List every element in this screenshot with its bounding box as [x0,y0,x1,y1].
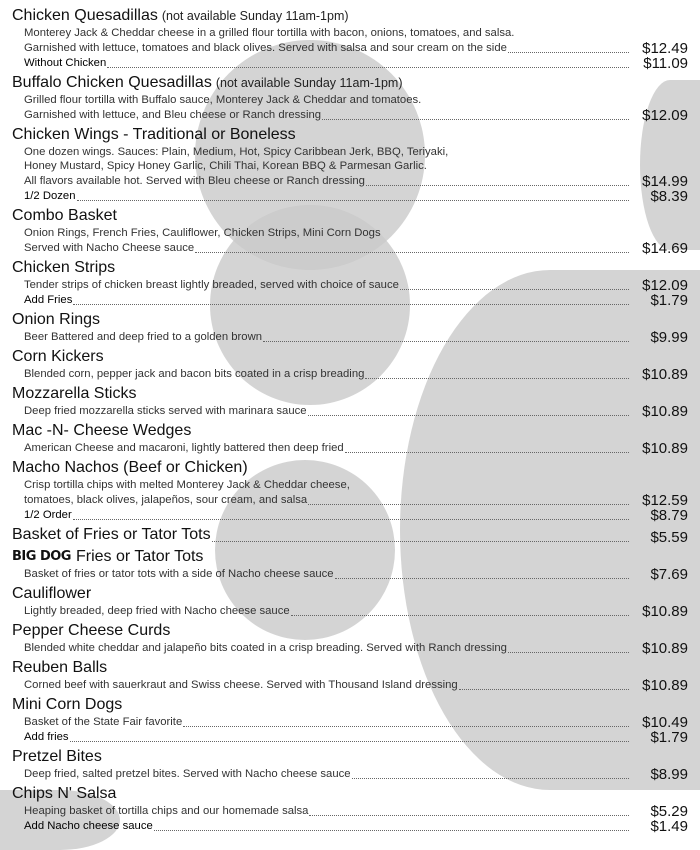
item-price: $14.99 [642,173,688,191]
item-title: Onion Rings [12,310,101,328]
item-description [12,604,688,619]
dot-leader [308,503,629,505]
menu-item [12,458,688,523]
item-option [12,56,688,71]
menu-item [12,310,688,345]
item-title: Chicken Quesadillas [12,7,158,24]
item-title: Reuben Balls [12,658,108,676]
item-option [12,508,688,523]
menu-item [12,784,688,834]
item-description [12,641,688,656]
item-option [12,819,688,834]
item-description [12,108,688,123]
item-price: $1.79 [650,728,688,746]
item-title: Mac -N- Cheese Wedges [12,421,192,439]
dot-leader [70,740,629,742]
option-label: 1/2 Dozen [24,190,76,203]
description-text: Onion Rings, French Fries, Cauliflower, Chicken Strips, Mini Corn Dogs [24,227,381,240]
item-price: $5.59 [650,528,688,546]
dot-leader [212,540,629,542]
dot-leader [195,251,629,253]
dot-leader [291,614,629,616]
item-price: $10.89 [642,365,688,383]
description-text: One dozen wings. Sauces: Plain, Medium, Hot, Spicy Caribbean Jerk, BBQ, Teriyaki, [24,145,449,158]
menu-item [12,525,688,545]
dot-leader [308,414,629,416]
description-text: Crisp tortilla chips with melted Monterey Jack & Cheddar cheese, [24,478,350,491]
menu-item [12,621,688,656]
item-title-row [12,458,688,478]
item-price: $12.09 [642,276,688,294]
item-description [12,804,688,819]
description-text: Basket of the State Fair favorite [24,715,183,728]
item-description [12,226,688,241]
dot-leader [77,199,630,201]
item-description [12,404,688,419]
item-title-row [12,384,688,404]
dot-leader [345,451,629,453]
description-text: Garnished with lettuce, tomatoes and black olives. Served with salsa and sour cream on the side [24,42,507,54]
item-title-row [12,206,688,226]
menu-item [12,384,688,419]
item-price: $10.89 [642,402,688,420]
item-description [12,441,688,456]
item-title-row [12,747,688,767]
item-price: $10.89 [642,602,688,620]
item-title: Basket of Fries or Tator Tots [12,525,211,543]
description-text: Lightly breaded, deep fried with Nacho cheese sauce [24,604,290,617]
item-title-row [12,310,688,330]
item-description [12,145,688,160]
item-title: Chicken Strips [12,258,116,276]
item-title-row [12,621,688,641]
dot-leader [508,651,629,653]
item-description [12,567,688,582]
option-label: Without Chicken [24,57,107,69]
item-description [12,715,688,730]
item-title: Macho Nachos (Beef or Chicken) [12,458,248,476]
description-text: Deep fried, salted pretzel bites. Served with Nacho cheese sauce [24,767,351,780]
description-text: Garnished with lettuce, and Bleu cheese or Ranch dressing [24,108,322,121]
menu-item [12,206,688,256]
item-description [12,330,688,345]
menu-item [12,747,688,782]
menu-item [12,125,688,205]
dot-leader [352,777,629,779]
item-title-row [12,658,688,678]
description-text: Corned beef with sauerkraut and Swiss cheese. Served with Thousand Island dressing [24,678,458,691]
item-title: Pretzel Bites [12,747,102,765]
description-text: tomatoes, black olives, jalapeños, sour cream, and salsa [24,493,308,506]
item-price: $1.79 [650,291,688,309]
item-price: $7.69 [650,565,688,583]
option-label: Add fries [24,730,69,743]
description-text: Beer Battered and deep fried to a golden brown [24,331,263,344]
description-text: Honey Mustard, Spicy Honey Garlic, Chili Thai, Korean BBQ & Parmesan Garlic. [24,160,427,173]
item-title: Chicken Wings - Traditional or Boneless [12,125,296,143]
menu-item [12,695,688,745]
description-text: Heaping basket of tortilla chips and our homemade salsa [24,804,309,817]
item-price: $9.99 [650,328,688,346]
item-price: $8.39 [650,188,688,206]
item-price: $11.09 [643,54,688,72]
dot-leader [309,814,629,816]
option-label: Add Nacho cheese sauce [24,819,153,832]
item-price: $10.89 [642,439,688,457]
item-title: Cauliflower [12,584,92,602]
item-price: $12.59 [642,491,688,509]
item-price: $10.89 [642,676,688,694]
item-title: Fries or Tator Tots [75,547,204,565]
brand-logo: BIG DOG [12,548,71,564]
description-text: Grilled flour tortilla with Buffalo sauce, Monterey Jack & Cheddar and tomatoes. [24,93,422,106]
item-description [12,278,688,293]
item-title: Chips N' Salsa [12,784,117,802]
dot-leader [73,303,629,305]
menu-item [12,421,688,456]
item-description [12,493,688,508]
item-title-row [12,525,688,545]
item-price: $1.49 [650,817,688,835]
menu-item [12,6,688,71]
item-title-row [12,695,688,715]
description-text: Blended white cheddar and jalapeño bits coated in a crisp breading. Served with Ranch dressing [24,641,507,654]
item-title: Buffalo Chicken Quesadillas [12,73,212,91]
dot-leader [459,688,629,690]
item-title-row [12,784,688,804]
option-label: 1/2 Order [24,508,72,521]
item-price: $12.49 [642,39,688,57]
item-price: $8.79 [650,506,688,524]
item-title: Corn Kickers [12,347,104,365]
item-option [12,293,688,308]
dot-leader [183,725,629,727]
item-description [12,93,688,108]
menu-item [12,584,688,619]
dot-leader [263,340,629,342]
item-title-row [12,584,688,604]
item-description [12,41,688,56]
item-price: $14.69 [642,239,688,257]
option-label: Add Fries [24,294,73,307]
item-description [12,159,688,174]
description-text: Monterey Jack & Cheddar cheese in a grilled flour tortilla with bacon, onions, tomatoes, and salsa. [24,27,515,39]
dot-leader [107,66,629,68]
description-text: Tender strips of chicken breast lightly breaded, served with choice of sauce [24,279,399,292]
item-title-row [12,73,688,93]
availability-note: (not available Sunday 11am-1pm) [215,75,403,90]
item-title: Pepper Cheese Curds [12,621,171,639]
item-price: $12.09 [642,106,688,124]
dot-leader [154,829,629,831]
item-title-row [12,547,688,567]
menu-item [12,258,688,308]
dot-leader [366,184,629,186]
item-title-row [12,6,688,26]
dot-leader [508,51,629,53]
item-description [12,174,688,189]
item-title: Mini Corn Dogs [12,695,123,713]
item-description [12,367,688,382]
menu-item [12,547,688,582]
description-text: Deep fried mozzarella sticks served with marinara sauce [24,405,307,418]
dot-leader [335,577,629,579]
dot-leader [73,518,629,520]
menu-item [12,658,688,693]
item-description [12,241,688,256]
item-price: $5.29 [650,802,688,820]
item-title-row [12,347,688,367]
item-option [12,730,688,745]
item-title-row [12,125,688,145]
item-description [12,678,688,693]
dot-leader [365,377,629,379]
item-description [12,26,688,41]
description-text: American Cheese and macaroni, lightly battered then deep fried [24,442,344,455]
item-price: $10.89 [642,639,688,657]
item-description [12,478,688,493]
description-text: Blended corn, pepper jack and bacon bits coated in a crisp breading [24,368,365,381]
item-title: Combo Basket [12,207,117,225]
item-title: Mozzarella Sticks [12,384,137,402]
menu-item [12,347,688,382]
dot-leader [322,118,629,120]
menu-item [12,73,688,123]
dot-leader [400,288,629,290]
item-price: $8.99 [650,765,688,783]
item-title-row [12,258,688,278]
description-text: All flavors available hot. Served with Bleu cheese or Ranch dressing [24,175,365,188]
item-description [12,767,688,782]
item-option [12,189,688,204]
availability-note: (not available Sunday 11am-1pm) [161,9,349,23]
description-text: Served with Nacho Cheese sauce [24,242,195,255]
item-title-row [12,421,688,441]
item-price: $10.49 [642,713,688,731]
description-text: Basket of fries or tator tots with a side of Nacho cheese sauce [24,567,334,580]
